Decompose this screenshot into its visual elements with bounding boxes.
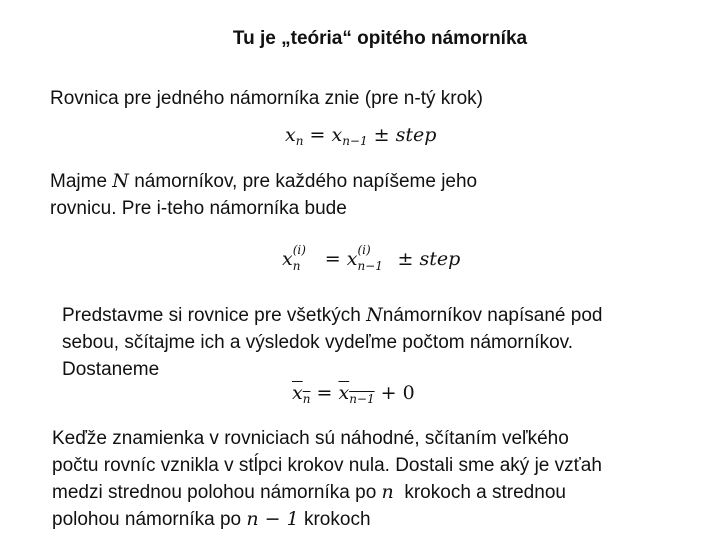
eq2-lhs-sup: (i) [292, 243, 306, 257]
eq1-term: step [395, 124, 437, 146]
eq1-operator: ± [373, 124, 390, 146]
eq2-rhs: x [346, 248, 358, 270]
eq1-lhs: x [285, 124, 296, 146]
para1-line2: rovnicu. Pre i-teho námorníka bude [50, 198, 347, 219]
var-N: N [112, 170, 129, 192]
paragraph-conclusion [52, 425, 602, 533]
var-N-2: N [366, 304, 383, 326]
intro-text: Rovnica pre jedného námorníka znie (pre n-tý krok) [50, 88, 483, 109]
para3-line3: medzi strednou polohou námorníka po n krokoch a strednou [52, 481, 566, 503]
eq1-lhs-sub: n [295, 134, 304, 148]
eq2-rhs-sub: n−1 [357, 259, 383, 273]
var-n: n [381, 481, 394, 503]
eq1-equals: = [309, 124, 326, 146]
var-n-minus-1: n − 1 [246, 508, 299, 530]
para1-line1: Majme N námorníkov, pre každého napíšeme jeho [50, 170, 478, 192]
eq2-operator: ± [397, 248, 414, 270]
eq1-rhs-sub: n−1 [342, 134, 368, 148]
eq3-term: 0 [402, 382, 415, 404]
equation-ith-sailor [282, 243, 461, 273]
para3-line2: počtu rovníc vznikla v stĺpci krokov nula. Dostali sme aký je vzťah [52, 455, 602, 476]
eq3-rhs-mean: $x_{n-1}$ [338, 382, 375, 406]
eq2-term: step [419, 248, 461, 270]
eq2-rhs-sup: (i) [357, 243, 371, 257]
eq2-lhs-sub: n [292, 259, 301, 273]
equation-average [292, 382, 415, 406]
para2-line2: sebou, sčítajme ich a výsledok vydeľme počtom námorníkov. [62, 332, 574, 353]
paragraph-sailors-intro [50, 168, 477, 222]
para3-line4: polohou námorníka po n − 1 krokoch [52, 508, 371, 530]
eq2-equals: = [324, 248, 341, 270]
slide-title: Tu je „teória“ opitého námorníka [232, 28, 528, 49]
eq3-lhs-mean: $x_n$ [292, 382, 311, 406]
para3-line1: Keďže znamienka v rovniciach sú náhodné, sčítaním veľkého [52, 428, 569, 449]
equation-single-sailor [285, 124, 436, 148]
eq3-equals: = [316, 382, 333, 404]
para2-line3: Dostaneme [62, 359, 160, 380]
eq2-lhs: x [282, 248, 293, 270]
eq1-rhs: x [331, 124, 343, 146]
para2-line1: Predstavme si rovnice pre všetkých Nnámorníkov napísané pod [62, 304, 603, 326]
paragraph-summation [62, 302, 602, 383]
eq3-operator: + [380, 382, 397, 404]
